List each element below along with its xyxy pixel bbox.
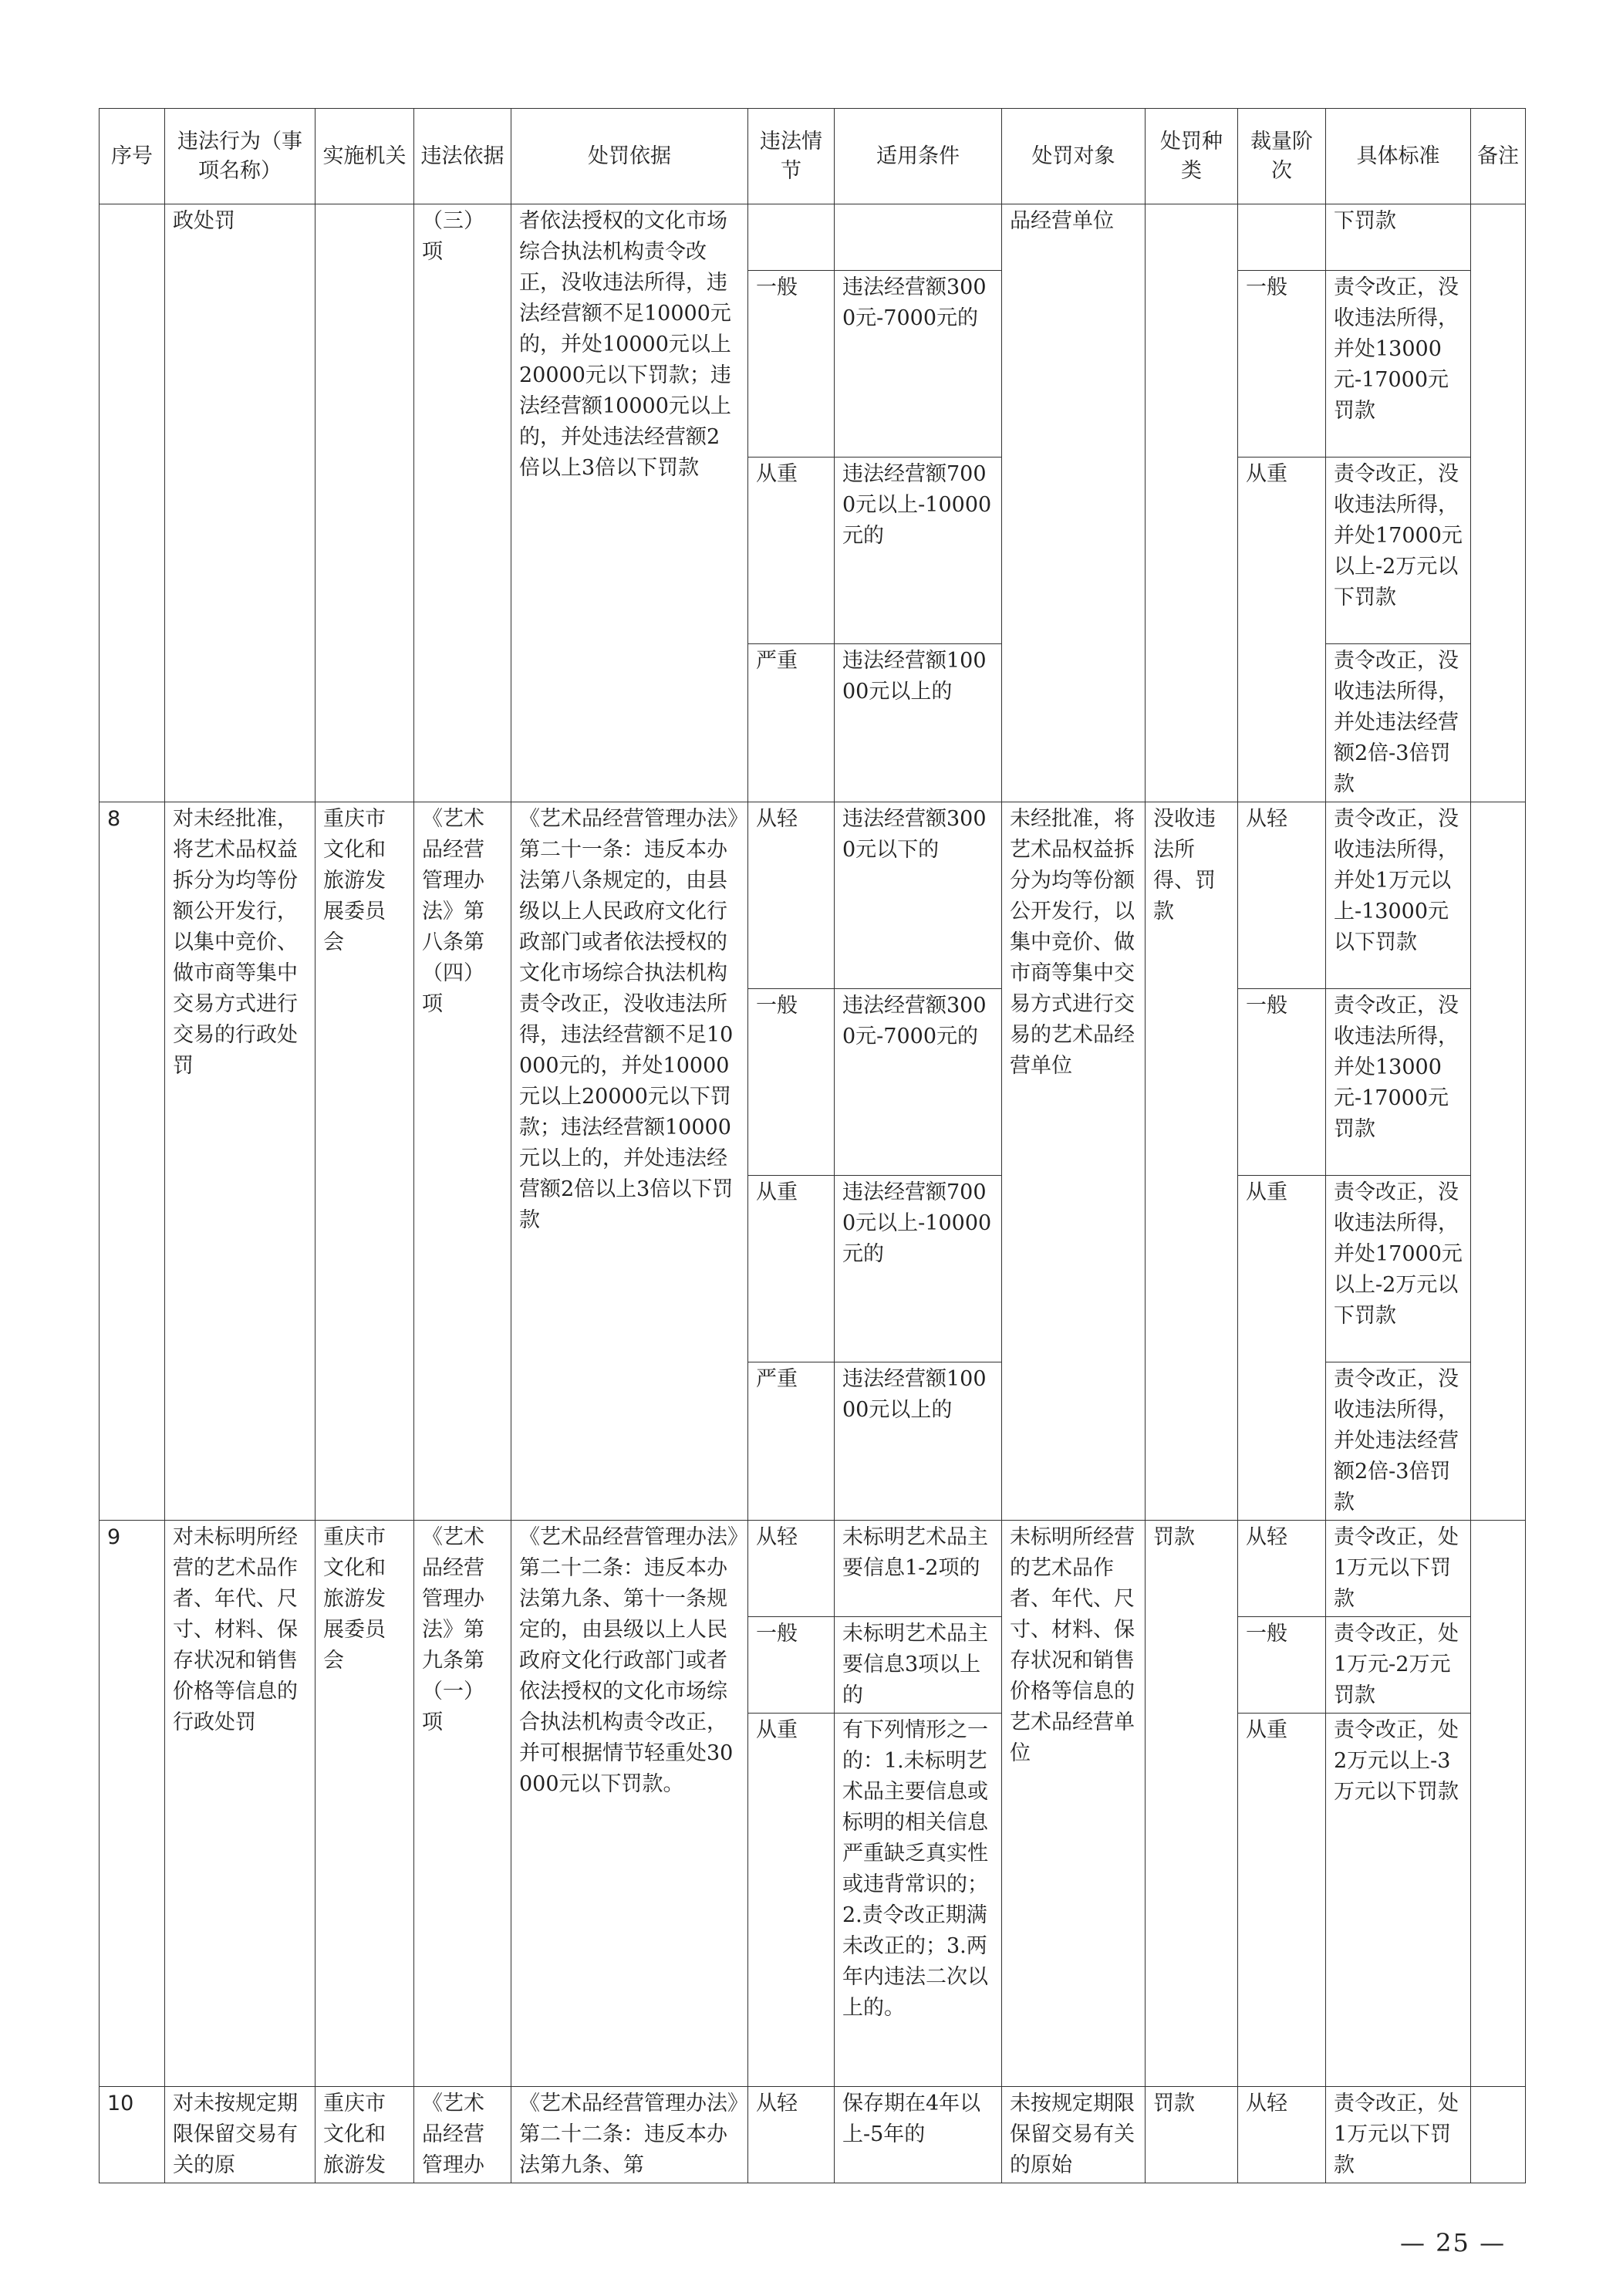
table-row <box>100 802 1526 989</box>
cell-behavior: 对未按规定期限保留交易有关的原 <box>165 2087 315 2183</box>
cell-agency: 重庆市文化和旅游发展委员会 <box>315 802 414 1521</box>
cell-penalty-basis: 《艺术品经营管理办法》第二十二条：违反本办法第九条、第 <box>511 2087 748 2183</box>
cell-standard: 责令改正，没收违法所得，并处13000元-17000元罚款 <box>1326 271 1471 458</box>
cell-level: 从重 <box>1238 458 1326 802</box>
header-penalty-type: 处罚种类 <box>1146 109 1238 204</box>
cell-level: 从重 <box>1238 1714 1326 2087</box>
cell-condition: 未标明艺术品主要信息3项以上的 <box>835 1617 1002 1714</box>
cell-level: 从轻 <box>1238 1521 1326 1617</box>
cell-penalty-type: 罚款 <box>1146 1521 1238 2087</box>
cell-remark <box>1471 2087 1526 2183</box>
cell-target: 未标明所经营的艺术品作者、年代、尺寸、材料、保存状况和销售价格等信息的艺术品经营单位 <box>1002 1521 1146 2087</box>
page-number: — 25 — <box>1400 2228 1507 2257</box>
cell-seq: 9 <box>100 1521 165 2087</box>
cell-standard: 责令改正，处2万元以上-3万元以下罚款 <box>1326 1714 1471 2087</box>
cell-remark <box>1471 802 1526 1521</box>
header-level: 裁量阶次 <box>1238 109 1326 204</box>
cell-penalty-basis: 《艺术品经营管理办法》第二十二条：违反本办法第九条、第十一条规定的，由县级以上人民政府文化行政部门或者依法授权的文化市场综合执法机构责令改正，并可根据情节轻重处30000元以下罚款。 <box>511 1521 748 2087</box>
cell-seq: 10 <box>100 2087 165 2183</box>
cell-behavior: 对未标明所经营的艺术品作者、年代、尺寸、材料、保存状况和销售价格等信息的行政处罚 <box>165 1521 315 2087</box>
cell-level: 从轻 <box>1238 2087 1326 2183</box>
cell-condition <box>835 204 1002 271</box>
cell-circumstance <box>748 204 835 271</box>
table-row <box>100 204 1526 271</box>
cell-penalty-type: 罚款 <box>1146 2087 1238 2183</box>
cell-condition: 保存期在4年以上-5年的 <box>835 2087 1002 2183</box>
header-condition: 适用条件 <box>835 109 1002 204</box>
penalty-discretion-table <box>99 108 1526 2183</box>
cell-circumstance: 从重 <box>748 1714 835 2087</box>
header-seq: 序号 <box>100 109 165 204</box>
header-basis: 违法依据 <box>414 109 511 204</box>
cell-basis: 《艺术品经营管理办 <box>414 2087 511 2183</box>
table-row <box>100 1521 1526 1617</box>
cell-level <box>1238 204 1326 271</box>
cell-penalty-type: 没收违法所得、罚款 <box>1146 802 1238 1521</box>
header-standard: 具体标准 <box>1326 109 1471 204</box>
header-target: 处罚对象 <box>1002 109 1146 204</box>
cell-behavior: 对未经批准，将艺术品权益拆分为均等份额公开发行，以集中竞价、做市商等集中交易方式进行交易的行政处罚 <box>165 802 315 1521</box>
cell-target: 未经批准，将艺术品权益拆分为均等份额公开发行，以集中竞价、做市商等集中交易方式进行交易的艺术品经营单位 <box>1002 802 1146 1521</box>
cell-basis: 《艺术品经营管理办法》第八条第（四）项 <box>414 802 511 1521</box>
header-behavior: 违法行为（事项名称） <box>165 109 315 204</box>
header-circumstance: 违法情节 <box>748 109 835 204</box>
cell-level: 从重 <box>1238 1176 1326 1521</box>
cell-remark <box>1471 204 1526 802</box>
cell-behavior: 政处罚 <box>165 204 315 802</box>
cell-level: 一般 <box>1238 1617 1326 1714</box>
cell-agency: 重庆市文化和旅游发展委员会 <box>315 1521 414 2087</box>
cell-level: 从轻 <box>1238 802 1326 989</box>
cell-standard: 责令改正，没收违法所得，并处违法经营额2倍-3倍罚款 <box>1326 644 1471 802</box>
cell-standard: 责令改正，没收违法所得，并处1万元以上-13000元以下罚款 <box>1326 802 1471 989</box>
cell-standard: 责令改正，没收违法所得，并处17000元以上-2万元以下罚款 <box>1326 1176 1471 1362</box>
cell-condition: 违法经营额7000元以上-10000元的 <box>835 458 1002 644</box>
cell-circumstance: 严重 <box>748 1362 835 1521</box>
cell-standard: 责令改正，处1万元-2万元罚款 <box>1326 1617 1471 1714</box>
cell-target: 未按规定期限保留交易有关的原始 <box>1002 2087 1146 2183</box>
cell-condition: 违法经营额3000元-7000元的 <box>835 989 1002 1176</box>
cell-agency: 重庆市文化和旅游发 <box>315 2087 414 2183</box>
cell-remark <box>1471 1521 1526 2087</box>
cell-condition: 有下列情形之一的：1.未标明艺术品主要信息或标明的相关信息严重缺乏真实性或违背常识的；2.责令改正期满未改正的；3.两年内违法二次以上的。 <box>835 1714 1002 2087</box>
cell-level: 一般 <box>1238 989 1326 1176</box>
header-agency: 实施机关 <box>315 109 414 204</box>
table-row <box>100 2087 1526 2183</box>
cell-penalty-type <box>1146 204 1238 802</box>
cell-standard: 责令改正，处1万元以下罚款 <box>1326 2087 1471 2183</box>
cell-circumstance: 从轻 <box>748 1521 835 1617</box>
cell-penalty-basis: 《艺术品经营管理办法》第二十一条：违反本办法第八条规定的，由县级以上人民政府文化行政部门或者依法授权的文化市场综合执法机构责令改正，没收违法所得，违法经营额不足10000元的，并处10000元以上20000元以下罚款；违法经营额10000元以上的，并处违法经营额2倍以上3倍以下罚款 <box>511 802 748 1521</box>
cell-basis: 《艺术品经营管理办法》第九条第（一）项 <box>414 1521 511 2087</box>
cell-circumstance: 一般 <box>748 1617 835 1714</box>
cell-circumstance: 一般 <box>748 271 835 458</box>
cell-seq: 8 <box>100 802 165 1521</box>
cell-standard: 责令改正，没收违法所得，并处17000元以上-2万元以下罚款 <box>1326 458 1471 644</box>
cell-condition: 违法经营额7000元以上-10000元的 <box>835 1176 1002 1362</box>
cell-level: 一般 <box>1238 271 1326 458</box>
cell-condition: 违法经营额10000元以上的 <box>835 644 1002 802</box>
cell-agency <box>315 204 414 802</box>
cell-target: 品经营单位 <box>1002 204 1146 802</box>
cell-circumstance: 从轻 <box>748 2087 835 2183</box>
cell-seq <box>100 204 165 802</box>
cell-condition: 未标明艺术品主要信息1-2项的 <box>835 1521 1002 1617</box>
cell-standard: 下罚款 <box>1326 204 1471 271</box>
cell-basis: （三）项 <box>414 204 511 802</box>
cell-circumstance: 从重 <box>748 1176 835 1362</box>
cell-condition: 违法经营额10000元以上的 <box>835 1362 1002 1521</box>
header-penalty-basis: 处罚依据 <box>511 109 748 204</box>
cell-standard: 责令改正，没收违法所得，并处13000元-17000元罚款 <box>1326 989 1471 1176</box>
cell-penalty-basis: 者依法授权的文化市场综合执法机构责令改正，没收违法所得，违法经营额不足10000元的，并处10000元以上20000元以下罚款；违法经营额10000元以上的，并处违法经营额2倍以上3倍以下罚款 <box>511 204 748 802</box>
cell-condition: 违法经营额3000元-7000元的 <box>835 271 1002 458</box>
cell-circumstance: 从重 <box>748 458 835 644</box>
cell-condition: 违法经营额3000元以下的 <box>835 802 1002 989</box>
header-remark: 备注 <box>1471 109 1526 204</box>
cell-circumstance: 从轻 <box>748 802 835 989</box>
cell-circumstance: 一般 <box>748 989 835 1176</box>
cell-circumstance: 严重 <box>748 644 835 802</box>
cell-standard: 责令改正，没收违法所得，并处违法经营额2倍-3倍罚款 <box>1326 1362 1471 1521</box>
cell-standard: 责令改正，处1万元以下罚款 <box>1326 1521 1471 1617</box>
table-header-row <box>100 109 1526 204</box>
